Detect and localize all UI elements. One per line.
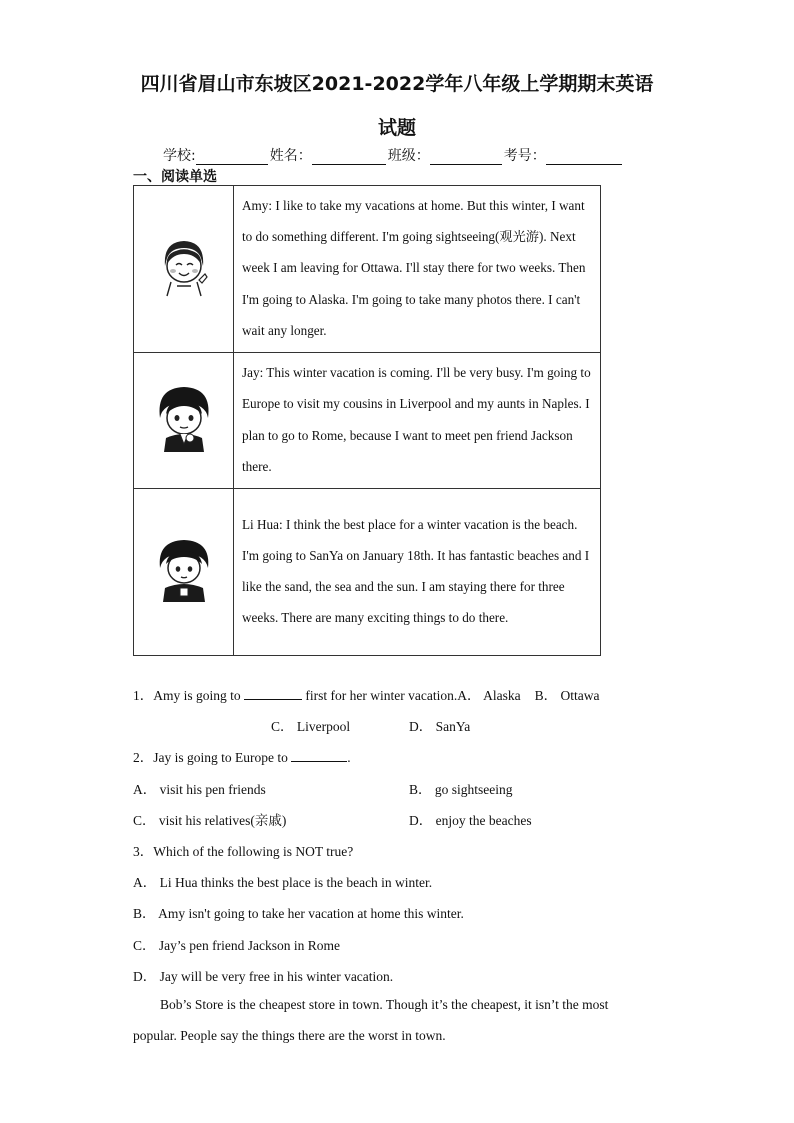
girl-avatar-icon: [157, 236, 211, 298]
question-text: .: [347, 750, 351, 765]
name-blank[interactable]: [312, 150, 386, 165]
passage-li-hua: Li Hua: I think the best place for a winter vacation is the beach. I'm going to SanYa on January 18th. It has fantastic beaches and I like the sand, the sea and the sun. I am staying there for three weeks. There are many exciting things to do there.: [234, 489, 601, 656]
question-text: 2．Jay is going to Europe to: [133, 750, 292, 765]
class-blank[interactable]: [430, 150, 502, 165]
table-row: [134, 353, 601, 489]
class-label: 班级：: [387, 148, 430, 164]
option-b[interactable]: B． Amy isn't going to take her vacation at home this winter.: [133, 906, 464, 921]
option-a[interactable]: A． Li Hua thinks the best place is the beach in winter.: [133, 875, 433, 890]
table-row: [134, 186, 601, 353]
option-b[interactable]: B． go sightseeing: [409, 782, 513, 797]
option-a[interactable]: A． visit his pen friends: [133, 782, 266, 797]
boy-avatar-icon: [154, 384, 214, 452]
avatar-cell: [134, 186, 234, 353]
option-d[interactable]: D． SanYa: [409, 719, 471, 734]
question-3-stem: 3．Which of the following is NOT true?: [133, 844, 354, 859]
question-2-stem: [133, 746, 351, 766]
option-c[interactable]: C． visit his relatives(亲戚): [133, 813, 287, 828]
document-title: 四川省眉山市东坡区2021-2022学年八年级上学期期末英语: [140, 73, 654, 95]
answer-blank[interactable]: [291, 748, 347, 762]
reading-table: [133, 185, 601, 656]
table-row: [134, 489, 601, 656]
name-label: 姓名：: [269, 148, 312, 164]
passage-amy: Amy: I like to take my vacations at home. But this winter, I want to do something different. I'm going sightseeing(观光游). Next week I am leaving for Ottawa. I'll stay there for two weeks. Then I'm going to Alaska. I'm going to take many photos there. I can't wait any longer.: [234, 186, 601, 353]
question-1-stem: [133, 684, 599, 704]
option-c[interactable]: C． Jay’s pen friend Jackson in Rome: [133, 938, 340, 953]
school-label: 学校:: [163, 148, 196, 164]
school-blank[interactable]: [196, 150, 268, 165]
option-c[interactable]: C． Liverpool: [271, 719, 351, 734]
avatar-cell: [134, 353, 234, 489]
question-text: 1．Amy is going to: [133, 688, 245, 703]
question-text: first for her winter vacation.: [302, 688, 458, 703]
passage-jay: Jay: This winter vacation is coming. I'll be very busy. I'm going to Europe to visit my cousins in Liverpool and my aunts in Naples. I plan to go to Rome, because I want to meet pen friend Jackson there.: [234, 353, 601, 489]
passage-bobs-store: Bob’s Store is the cheapest store in town. Though it’s the cheapest, it isn’t the most popular. People say the things there are the worst in town.: [133, 997, 609, 1043]
option-d[interactable]: D． enjoy the beaches: [409, 813, 532, 828]
option-d[interactable]: D． Jay will be very free in his winter vacation.: [133, 969, 394, 984]
number-blank[interactable]: [546, 150, 622, 165]
number-label: 考号：: [503, 148, 546, 164]
option-b[interactable]: B． Ottawa: [534, 688, 600, 703]
answer-blank[interactable]: [244, 686, 302, 700]
boy-avatar-icon: [155, 538, 213, 602]
section-heading: 一、阅读单选: [133, 169, 217, 185]
document-title-line2: 试题: [377, 117, 416, 139]
option-a[interactable]: A． Alaska: [457, 688, 521, 703]
student-info-row: [163, 145, 624, 165]
avatar-cell: [134, 489, 234, 656]
